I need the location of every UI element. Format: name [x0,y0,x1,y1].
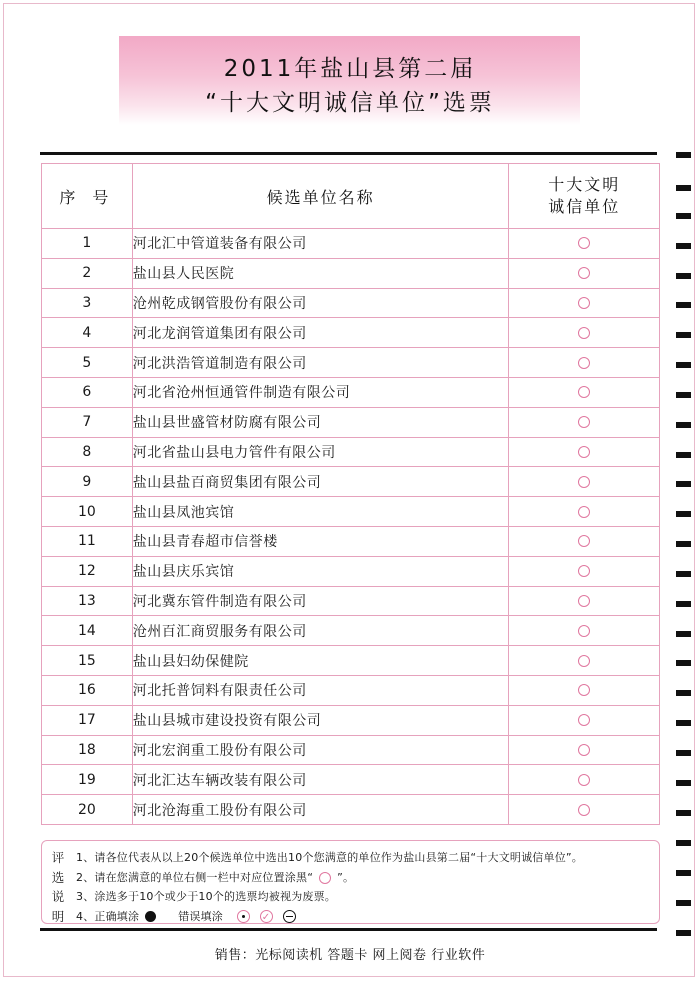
footer-advert: 销售：光标阅读机 答题卡 网上阅卷 行业软件 [214,948,486,963]
candidate-name: 河北省沧州恒通管件制造有限公司 [132,377,509,407]
instructions-box [41,840,660,924]
instructions-label-char: 评 [51,850,65,865]
vote-bubble-icon[interactable] [578,655,590,667]
vote-bubble-cell[interactable] [509,616,660,646]
vote-bubble-icon[interactable] [578,506,590,518]
row-number: 9 [42,467,133,497]
vote-bubble-icon[interactable] [578,386,590,398]
instruction-2-text: 2、请在您满意的单位右侧一栏中对应位置涂黑“ [76,870,314,884]
vote-bubble-cell[interactable] [509,377,660,407]
instruction-3: 3、涂选多于10个或少于10个的选票均被视为废票。 [76,890,336,903]
table-row [42,377,660,407]
table-row [42,556,660,586]
timing-mark [676,511,691,517]
timing-mark [676,243,691,249]
instructions-label-char: 明 [51,908,65,924]
row-number: 15 [42,646,133,676]
table-row [42,288,660,318]
correct-fill-label: 4、正确填涂 [76,909,140,923]
vote-bubble-cell[interactable] [509,437,660,467]
instruction-4 [76,907,655,927]
table-row [42,646,660,676]
vote-bubble-icon[interactable] [578,595,590,607]
instructions-label-char: 说 [51,889,65,904]
vote-bubble-cell[interactable] [509,765,660,795]
candidate-name: 河北龙润管道集团有限公司 [132,318,509,348]
row-number: 13 [42,586,133,616]
row-number: 19 [42,765,133,795]
title-line-1: 2011年盐山县第二届 [223,56,477,82]
vote-bubble-icon[interactable] [578,327,590,339]
row-number: 14 [42,616,133,646]
vote-bubble-icon[interactable] [578,804,590,816]
instruction-2-end: ”。 [337,870,355,884]
vote-bubble-icon[interactable] [578,297,590,309]
timing-marks [676,0,700,981]
candidate-name: 河北省盐山县电力管件有限公司 [132,437,509,467]
vote-bubble-cell[interactable] [509,318,660,348]
candidate-name: 盐山县世盛管材防腐有限公司 [132,407,509,437]
vote-bubble-cell[interactable] [509,646,660,676]
timing-mark [676,392,691,398]
timing-mark [676,870,691,876]
row-number: 12 [42,556,133,586]
vote-bubble-cell[interactable] [509,497,660,527]
table-row [42,467,660,497]
candidate-name: 盐山县青春超市信誉楼 [132,526,509,556]
row-number: 10 [42,497,133,527]
vote-bubble-cell[interactable] [509,586,660,616]
timing-mark [676,541,691,547]
vote-bubble-cell[interactable] [509,407,660,437]
timing-mark [676,631,691,637]
row-number: 8 [42,437,133,467]
timing-mark [676,452,691,458]
candidate-name: 河北托普饲料有限责任公司 [132,675,509,705]
vote-bubble-icon[interactable] [578,535,590,547]
vote-bubble-icon[interactable] [578,267,590,279]
vote-bubble-cell[interactable] [509,526,660,556]
vote-bubble-icon[interactable] [578,476,590,488]
vote-bubble-icon[interactable] [578,565,590,577]
timing-mark [676,660,691,666]
vote-bubble-icon[interactable] [578,357,590,369]
vote-bubble-icon[interactable] [578,446,590,458]
table-row [42,318,660,348]
table-row [42,229,660,259]
table-row [42,616,660,646]
row-number: 3 [42,288,133,318]
instruction-1: 1、请各位代表从以上20个候选单位中选出10个您满意的单位作为盐山县第二届“十大文明诚信单位”。 [76,851,583,864]
vote-bubble-icon[interactable] [578,684,590,696]
timing-mark [676,601,691,607]
row-number: 6 [42,377,133,407]
instructions-label [50,848,66,926]
row-number: 11 [42,526,133,556]
ballot-table [41,163,660,825]
vote-bubble-cell[interactable] [509,229,660,259]
timing-mark [676,571,691,577]
row-number: 20 [42,795,133,825]
header-vote-line-2: 诚信单位 [548,197,621,216]
row-number: 16 [42,675,133,705]
instructions-list [76,848,655,926]
table-row [42,348,660,378]
vote-bubble-icon[interactable] [578,416,590,428]
candidate-name: 盐山县妇幼保健院 [132,646,509,676]
vote-bubble-cell[interactable] [509,795,660,825]
vote-bubble-icon[interactable] [578,714,590,726]
check-circle-icon [260,910,273,923]
timing-mark [676,302,691,308]
candidate-name: 沧州乾成钢管股份有限公司 [132,288,509,318]
timing-mark [676,720,691,726]
instructions-label-char: 选 [51,869,65,885]
table-row [42,437,660,467]
timing-mark [676,273,691,279]
header-vote-line-1: 十大文明 [548,175,621,194]
candidate-name: 河北冀东管件制造有限公司 [132,586,509,616]
candidate-name: 盐山县城市建设投资有限公司 [132,705,509,735]
timing-mark [676,780,691,786]
timing-mark [676,840,691,846]
wrong-fill-label: 错误填涂 [178,909,224,923]
vote-bubble-cell[interactable] [509,735,660,765]
candidate-name: 河北汇中管道装备有限公司 [132,229,509,259]
timing-mark [676,422,691,428]
timing-mark [676,152,691,158]
table-row [42,407,660,437]
timing-mark [676,900,691,906]
table-header-row [42,164,660,229]
table-row [42,735,660,765]
table-row [42,675,660,705]
filled-circle-icon [145,911,156,922]
dash-circle-icon [283,910,296,923]
vote-bubble-cell[interactable] [509,705,660,735]
top-rule [40,152,657,155]
vote-bubble-cell[interactable] [509,556,660,586]
timing-mark [676,185,691,191]
vote-bubble-cell[interactable] [509,348,660,378]
table-row [42,497,660,527]
candidate-name: 盐山县人民医院 [132,258,509,288]
candidate-name: 盐山县盐百商贸集团有限公司 [132,467,509,497]
vote-bubble-cell[interactable] [509,467,660,497]
candidate-name: 沧州百汇商贸服务有限公司 [132,616,509,646]
timing-mark [676,362,691,368]
candidate-name: 盐山县庆乐宾馆 [132,556,509,586]
timing-mark [676,750,691,756]
timing-mark [676,930,691,936]
candidate-name: 河北洪浩管道制造有限公司 [132,348,509,378]
vote-bubble-icon[interactable] [578,237,590,249]
vote-bubble-cell[interactable] [509,675,660,705]
bottom-rule [40,928,657,931]
candidate-name: 盐山县凤池宾馆 [132,497,509,527]
vote-bubble-icon[interactable] [578,774,590,786]
table-row [42,795,660,825]
table-row [42,765,660,795]
row-number: 1 [42,229,133,259]
header-vote-column [509,164,660,229]
candidate-name: 河北汇达车辆改装有限公司 [132,765,509,795]
row-number: 4 [42,318,133,348]
table-row [42,526,660,556]
candidate-name: 河北宏润重工股份有限公司 [132,735,509,765]
row-number: 7 [42,407,133,437]
row-number: 17 [42,705,133,735]
timing-mark [676,690,691,696]
circle-icon [319,872,331,884]
title-line-2: “十大文明诚信单位”选票 [205,90,495,116]
row-number: 18 [42,735,133,765]
row-number: 5 [42,348,133,378]
timing-mark [676,481,691,487]
vote-bubble-cell[interactable] [509,258,660,288]
table-row [42,586,660,616]
table-row [42,258,660,288]
vote-bubble-cell[interactable] [509,288,660,318]
table-row [42,705,660,735]
timing-mark [676,332,691,338]
header-number: 序 号 [42,164,133,229]
timing-mark [676,213,691,219]
dot-circle-icon [237,910,250,923]
timing-mark [676,810,691,816]
vote-bubble-icon[interactable] [578,744,590,756]
instruction-2 [76,868,655,888]
row-number: 2 [42,258,133,288]
candidate-name: 河北沧海重工股份有限公司 [132,795,509,825]
vote-bubble-icon[interactable] [578,625,590,637]
header-candidate-name: 候选单位名称 [132,164,509,229]
